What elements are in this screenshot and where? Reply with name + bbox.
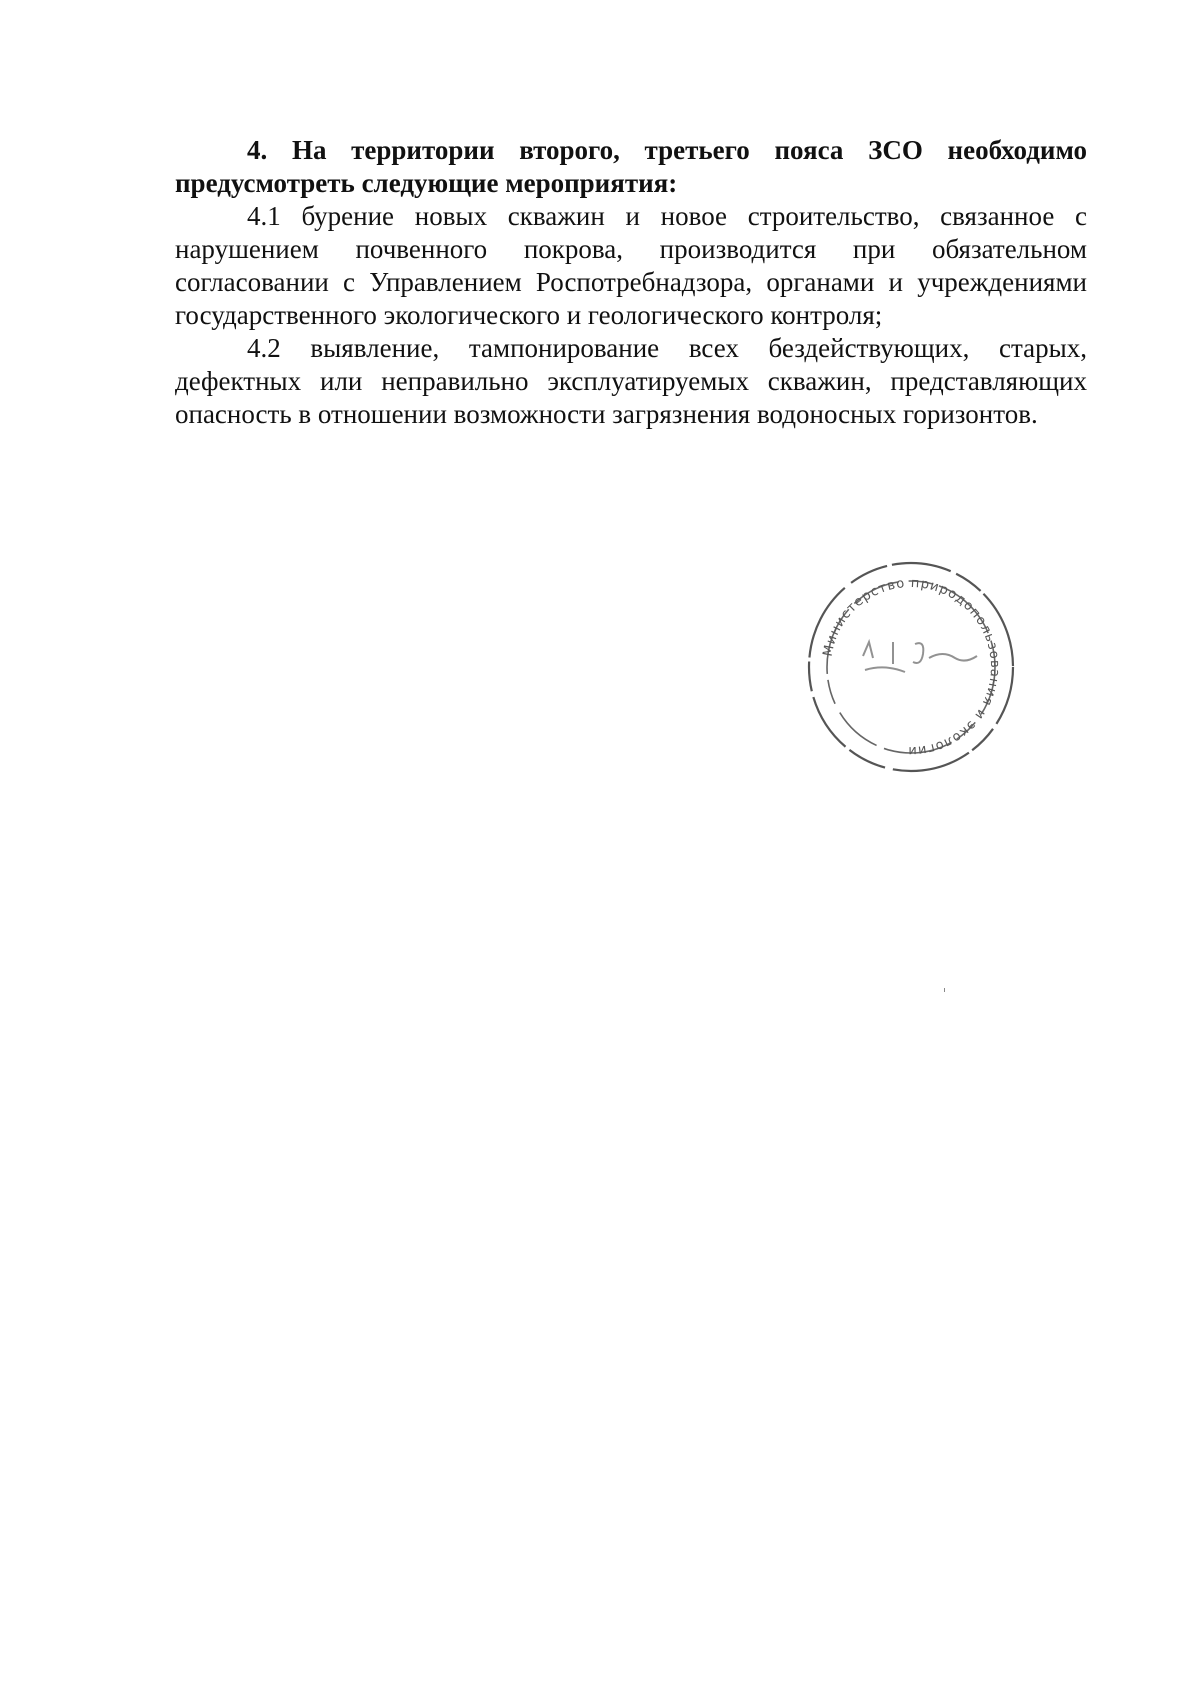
seal-ring-text: Министерство природопользования и экологии	[820, 575, 1003, 759]
document-body	[175, 134, 1087, 431]
seal-graphic	[805, 558, 1017, 776]
round-seal-icon	[805, 558, 1017, 776]
svg-text:Министерство природопользовани	[821, 576, 1002, 758]
section-heading: 4. На территории второго, третьего пояса ЗСО необходимо предусмотреть следующие мероприятия:	[175, 135, 1087, 198]
list-item-4-2: 4.2 выявление, тампонирование всех бездействующих, старых, дефектных или неправильно эксплуатируемых скважин, представляющих опасность в отношении возможности загрязнения водоносных горизонтов.	[175, 333, 1087, 429]
list-item-4-1: 4.1 бурение новых скважин и новое строительство, связанное с нарушением почвенного покрова, производится при обязательном согласовании с Управлением Роспотребнадзора, органами и учреждениями государственного экологического и геологического контроля;	[175, 201, 1087, 330]
scan-speck	[944, 988, 945, 992]
